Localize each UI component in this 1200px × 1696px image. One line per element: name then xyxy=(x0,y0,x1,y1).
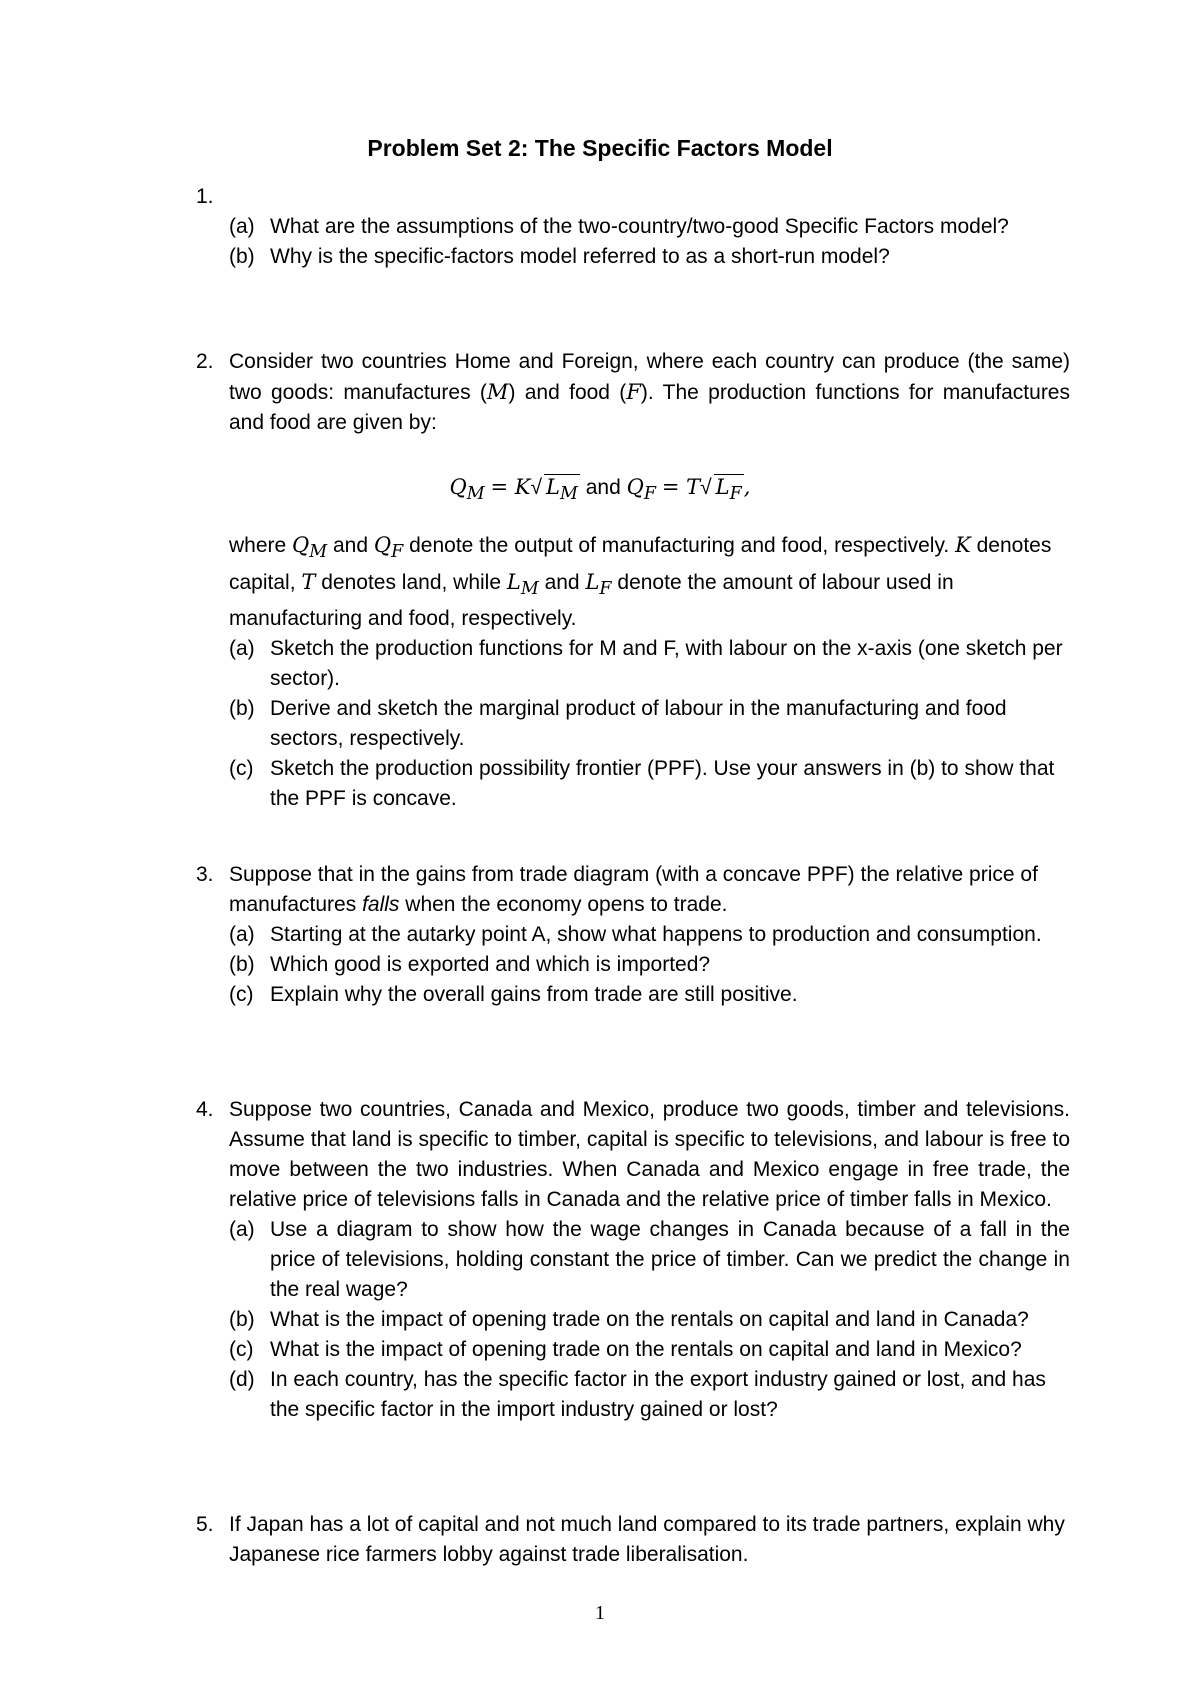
math-subscript: F xyxy=(643,484,656,505)
math-symbol: Q xyxy=(373,533,392,557)
text: where xyxy=(229,534,293,557)
part-label: (c) xyxy=(229,983,254,1006)
part-label: (d) xyxy=(229,1368,255,1391)
part-label: (c) xyxy=(229,1338,254,1361)
intro-text: ). The production functions for manufactures and food are given by: xyxy=(229,381,1070,434)
question-2 xyxy=(196,347,1070,438)
production-functions-equation xyxy=(0,470,1200,511)
math-subscript: F xyxy=(729,484,742,505)
question-1b xyxy=(229,242,1070,272)
question-2-definitions xyxy=(196,530,1070,814)
question-4-intro: Suppose two countries, Canada and Mexico, produce two goods, timber and televisions. Assume that land is specific to timber, capital is specific to televisions, and labour is free to move between the two industries. When Canada and Mexico engage in free trade, the relative price of televisions falls in Canada and the relative price of timber falls in Mexico. xyxy=(229,1098,1070,1211)
intro-text: Suppose that in the gains from trade diagram (with a concave PPF) the relative price of manufactures xyxy=(229,863,1038,916)
part-text: Which good is exported and which is imported? xyxy=(270,953,711,976)
question-number: 4. xyxy=(196,1098,214,1121)
math-subscript: M xyxy=(520,579,539,600)
part-text: Sketch the production functions for M and F, with labour on the x-axis (one sketch per sector). xyxy=(270,637,1063,691)
question-4d xyxy=(229,1365,1070,1425)
question-2b xyxy=(229,694,1070,754)
question-4 xyxy=(196,1095,1070,1425)
question-number: 5. xyxy=(196,1513,214,1536)
math-subscript: M xyxy=(309,542,328,563)
math-symbol: = K xyxy=(490,475,531,499)
question-3 xyxy=(196,860,1070,1010)
question-2a xyxy=(229,634,1070,694)
text: denotes capital, xyxy=(229,534,1052,595)
question-4a xyxy=(229,1215,1070,1305)
part-label: (a) xyxy=(229,637,255,661)
math-symbol: L xyxy=(506,570,521,595)
question-1a xyxy=(229,212,1070,242)
equation-conjunction: and xyxy=(585,476,621,499)
part-text: Explain why the overall gains from trade are still positive. xyxy=(270,983,798,1006)
question-1 xyxy=(196,182,1070,272)
math-symbol: K xyxy=(955,533,971,557)
definitions-text xyxy=(229,530,1070,634)
part-label: (b) xyxy=(229,1308,255,1331)
question-3b xyxy=(229,950,1070,980)
question-number: 1. xyxy=(196,185,214,208)
math-symbol: T xyxy=(301,570,316,595)
math-symbol: Q xyxy=(449,475,467,499)
part-text: Why is the specific-factors model referred to as a short-run model? xyxy=(270,245,890,268)
part-text: Use a diagram to show how the wage changes in Canada because of a fall in the price of televisions, holding constant the price of timber. Can we predict the change in the real wage? xyxy=(270,1218,1070,1301)
question-3c xyxy=(229,980,1070,1010)
page-title: Problem Set 2: The Specific Factors Model xyxy=(367,135,833,161)
part-text: What is the impact of opening trade on the rentals on capital and land in Mexico? xyxy=(270,1338,1022,1361)
question-4c xyxy=(229,1335,1070,1365)
part-text: Derive and sketch the marginal product of labour in the manufacturing and food sectors, respectively. xyxy=(270,697,1007,751)
math-symbol: M xyxy=(486,380,509,404)
math-symbol: L xyxy=(546,475,560,499)
question-5 xyxy=(196,1510,1070,1570)
question-number: 2. xyxy=(196,350,214,373)
part-label: (b) xyxy=(229,697,255,721)
math-symbol: L xyxy=(715,475,730,499)
math-symbol: Q xyxy=(626,475,644,499)
intro-text: Consider two countries Home and Foreign, where each country can produce (the same) two goods: manufactures ( xyxy=(229,350,1070,404)
radicand xyxy=(544,474,580,505)
math-symbol: = T xyxy=(661,475,701,499)
math-subscript: F xyxy=(391,542,404,563)
question-5-text: If Japan has a lot of capital and not much land compared to its trade partners, explain why Japanese rice farmers lobby against trade liberalisation. xyxy=(229,1513,1065,1566)
part-text: In each country, has the specific factor in the export industry gained or lost, and has the specific factor in the import industry gained or lost? xyxy=(270,1368,1046,1421)
part-label: (c) xyxy=(229,757,254,781)
math-symbol: L xyxy=(585,570,600,595)
question-4b xyxy=(229,1305,1070,1335)
part-text: What are the assumptions of the two-country/two-good Specific Factors model? xyxy=(270,215,1009,238)
text: denote the amount of labour used in manufacturing and food, respectively. xyxy=(229,571,954,631)
radicand xyxy=(714,474,744,505)
text: and xyxy=(538,571,586,595)
math-symbol: , xyxy=(743,475,751,499)
math-subscript: M xyxy=(559,484,578,505)
sqrt-icon: √ xyxy=(530,476,543,500)
question-3-intro xyxy=(229,860,1070,920)
text: denote the output of manufacturing and food, respectively. xyxy=(403,534,956,557)
part-label: (a) xyxy=(229,215,255,238)
sqrt-icon: √ xyxy=(700,476,712,500)
part-label: (b) xyxy=(229,245,255,268)
intro-text: ) and food ( xyxy=(508,381,627,404)
page-number: 1 xyxy=(595,1602,605,1624)
math-symbol: F xyxy=(626,380,641,404)
math-symbol: Q xyxy=(292,533,310,557)
part-label: (b) xyxy=(229,953,255,976)
part-label: (a) xyxy=(229,923,255,946)
math-subscript: M xyxy=(466,484,485,505)
intro-text: when the economy opens to trade. xyxy=(399,893,728,916)
question-2c xyxy=(229,754,1070,814)
part-label: (a) xyxy=(229,1218,255,1241)
text: denotes land, while xyxy=(315,571,507,595)
question-3a xyxy=(229,920,1070,950)
question-2-intro xyxy=(229,347,1070,438)
text: and xyxy=(327,534,374,557)
math-subscript: F xyxy=(599,579,612,600)
part-text: What is the impact of opening trade on the rentals on capital and land in Canada? xyxy=(270,1308,1029,1331)
part-text: Starting at the autarky point A, show what happens to production and consumption. xyxy=(270,923,1042,946)
emphasis-text: falls xyxy=(362,893,400,916)
question-number: 3. xyxy=(196,863,214,886)
part-text: Sketch the production possibility frontier (PPF). Use your answers in (b) to show that the PPF is concave. xyxy=(270,757,1055,811)
